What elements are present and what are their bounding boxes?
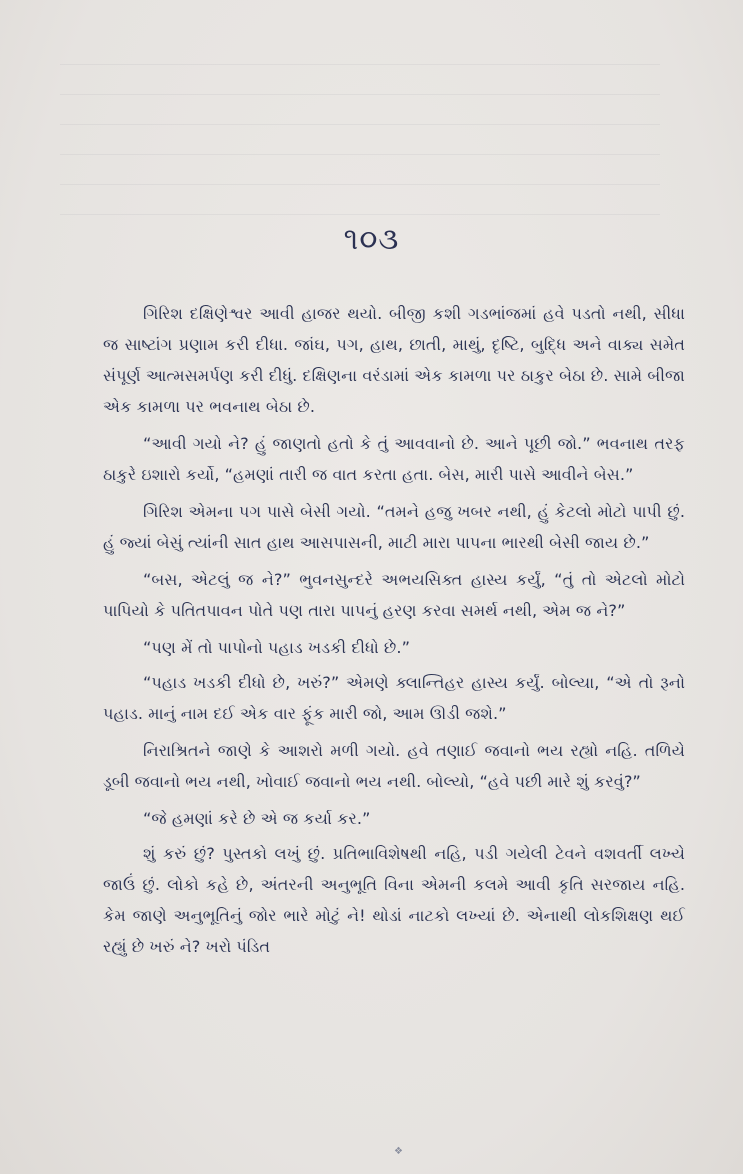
paragraph: “બસ, એટલું જ ને?” ભુવનસુન્દરે અભયસિક્ત હાસ્ય કર્યું, “તું તો એટલો મોટો પાપિયો કે પતિતપાવન પોતે પણ તારા પાપનું હરણ કરવા સમર્થ નથી, એમ જ ને?” bbox=[103, 570, 685, 620]
paragraph: શું કરું છું? પુસ્તકો લખું છું. પ્રતિભાવિશેષથી નહિ, પડી ગયેલી ટેવને વશવર્તી લખ્યે જાઉં છું. લોકો કહે છે, અંતરની અનુભૂતિ વિના એમની કલમે આવી કૃતિ સરજાય નહિ. કેમ જાણે અનુભૂતિનું જોર ભારે મોટું ને! થોડાં નાટકો લખ્યાં છે. એનાથી લોકશિક્ષણ થઈ રહ્યું છે ખરું ને? ખરો પંડિત bbox=[103, 844, 685, 956]
paragraph: “પણ મેં તો પાપોનો પહાડ ખડકી દીધો છે.” bbox=[143, 638, 410, 657]
paragraph: “પહાડ ખડકી દીધો છે, ખરું?” એમણે ક્લાન્તિહર હાસ્ય કર્યું. બોલ્યા, “એ તો રૂનો પહાડ. માનું નામ દઈ એક વાર ફૂંક મારી જો, આમ ઊડી જશે.” bbox=[103, 673, 685, 723]
paragraph: ગિરિશ દક્ષિણેશ્વર આવી હાજર થયો. બીજી કશી ગડભાંજમાં હવે પડતો નથી, સીધા જ સાષ્ટાંગ પ્રણામ કરી દીધા. જાંઘ, પગ, હાથ, છાતી, માથું, દૃષ્ટિ, બુદ્ધિ અને વાક્ય સમેત સંપૂર્ણ આત્મસમર્પણ કરી દીધું. દક્ષિણના વરંડામાં એક કામળા પર ઠાકુર બેઠા છે. સામે બીજા એક કામળા પર ભવનાથ બેઠા છે. bbox=[103, 304, 685, 416]
footer-ornament: ❖ bbox=[394, 1146, 403, 1157]
body-text bbox=[103, 298, 685, 968]
page-number: ૧૦૩ bbox=[343, 222, 400, 257]
paragraph: નિરાશ્રિતને જાણે કે આશરો મળી ગયો. હવે તણાઈ જવાનો ભય રહ્યો નહિ. તળિયે ડૂબી જવાનો ભય નથી, ખોવાઈ જવાનો ભય નથી. બોલ્યો, “હવે પછી મારે શું કરવું?” bbox=[103, 741, 685, 791]
paragraph: “જે હમણાં કરે છે એ જ કર્યા કર.” bbox=[143, 809, 371, 828]
paragraph: “આવી ગયો ને? હું જાણતો હતો કે તું આવવાનો છે. આને પૂછી જો.” ભવનાથ તરફ ઠાકુરે ઇશારો કર્યો, “હમણાં તારી જ વાત કરતા હતા. બેસ, મારી પાસે આવીને બેસ.” bbox=[103, 434, 685, 484]
paragraph: ગિરિશ એમના પગ પાસે બેસી ગયો. “તમને હજુ ખબર નથી, હું કેટલો મોટો પાપી છું. હું જ્યાં બેસું ત્યાંની સાત હાથ આસપાસની, માટી મારા પાપના ભારથી બેસી જાય છે.” bbox=[103, 502, 685, 552]
show-through-texture bbox=[60, 55, 660, 215]
